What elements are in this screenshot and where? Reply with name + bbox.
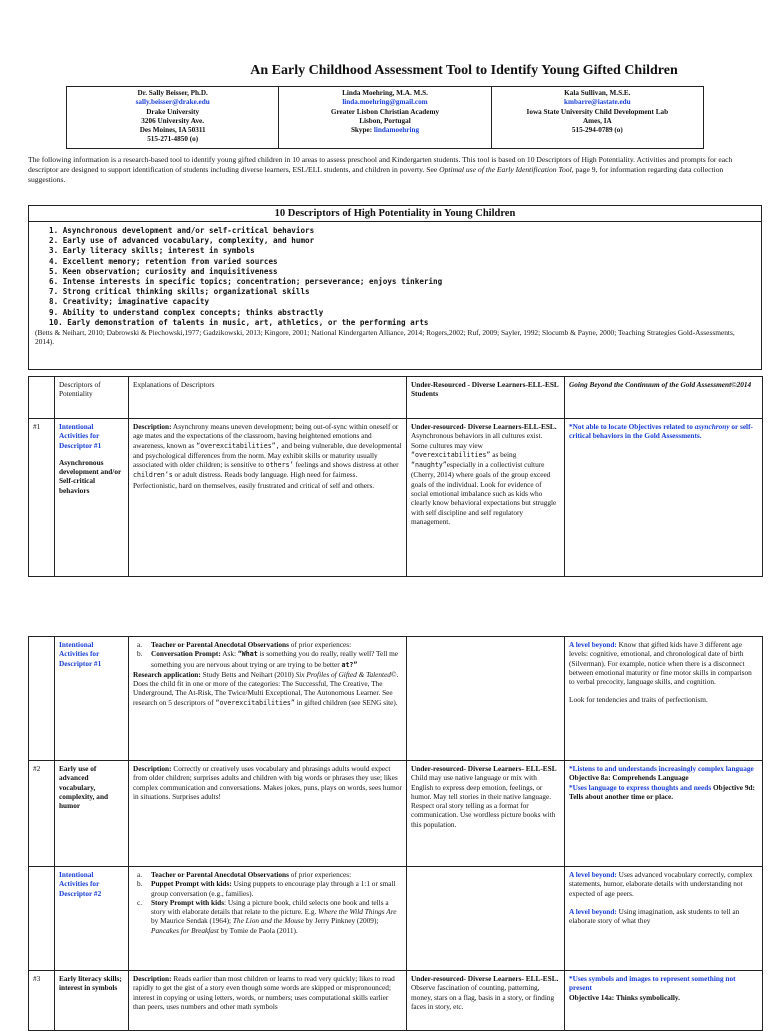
references-text: (Betts & Neihart, 2010; Dabrowski & Piechowski,1977; Gadzikowski, 2013; Kingore, 2001; National Kindergarten Alliance, 2014; Rogers,2002; Ruf, 2009; Sayler, 1992; Slocumb & Payne, 2000; Teaching Strategies Gold-Assessments, 2014).	[35, 328, 735, 347]
beyond-text: Uses advanced vocabulary correctly, complex statements, humor, elaborate details with understanding not expected of age peers.	[569, 870, 753, 898]
beyond-label: *Uses language to express thoughts and needs	[569, 782, 712, 792]
research-text: in gifted children (see SENG site).	[294, 697, 398, 707]
row-number	[29, 637, 55, 761]
intentional-activities-link[interactable]: Intentional Activities for Descriptor #2	[59, 870, 102, 898]
author-address: 3206 University Ave.	[141, 116, 205, 125]
beyond-cell	[565, 867, 763, 971]
research-term: “overexcitabilities”	[215, 698, 295, 707]
activity-text: Using puppets to encourage play through a 1:1 or small group conversation (e.g., families).	[151, 879, 396, 898]
objective-text: Objective 9d: Tells about another time or place.	[569, 782, 755, 801]
activity-text: of prior experiences:	[288, 870, 352, 879]
activity-title: Puppet Prompt with kids:	[151, 879, 232, 889]
description-term: children’s	[133, 471, 173, 480]
description-text: Asynchrony means uneven development; being out-of-sync within oneself or age mates and the expectations of the classroom, having heightened emotions and awareness, known as	[133, 422, 399, 450]
activity-title: Conversation Prompt:	[151, 649, 221, 659]
activity-item	[137, 897, 402, 935]
beyond-label: A level beyond:	[569, 640, 617, 649]
research-text: Study Betts and Neihart (2010)	[200, 669, 296, 679]
underresourced-cell	[407, 637, 565, 761]
activities-cell	[129, 637, 407, 761]
description-text: Correctly or creatively uses vocabulary and phrasings adults would expect from older children; surprises adults and children with big words or phrases they use; likes complex communication and conversations. Makes jokes, puns, plays on words, sees humor in situations. Surprises adults!	[133, 764, 402, 801]
author-org: Greater Lisbon Christian Academy	[330, 107, 440, 116]
activity-title: Story Prompt with kids	[151, 897, 225, 907]
beyond-label: *Listens to and understands increasingly complex language	[569, 764, 754, 773]
author-phone: 515-271-4850 (o)	[147, 135, 199, 144]
activities-list	[133, 870, 402, 935]
description-label: Description:	[133, 422, 172, 431]
author-skype	[281, 126, 488, 135]
intro-paragraph	[28, 155, 740, 184]
beyond-text: *Not able to locate Objectives related to	[569, 422, 695, 431]
descriptors-box-title: 10 Descriptors of High Potentiality in Young Children	[29, 206, 761, 222]
descriptor-item: 8. Creativity; imaginative capacity	[49, 297, 210, 307]
activity-quote: at?”	[341, 660, 358, 669]
author-phone: 515-294-0789 (o)	[571, 126, 623, 135]
description-text: Reads earlier than most children or learns to read very quickly; likes to read rapidly to get the gist of a story even though some words are skipped or mispronounced; interest in copying or using letters, words, or numbers; uses computational skills earlier than peers, uses numbers and other math symbols	[133, 974, 395, 1011]
book-title: Where the Wild Things Are	[318, 907, 397, 917]
activity-item	[137, 640, 402, 649]
activity-text: by Maurice Sendak (1964);	[151, 916, 233, 926]
author-address: Ames, IA	[582, 116, 612, 125]
research-label: Research application:	[133, 669, 201, 679]
descriptor-item: 1. Asynchronous development and/or self-critical behaviors	[49, 226, 315, 235]
descriptors-box	[28, 205, 762, 370]
underresourced-cell	[407, 971, 565, 1031]
beyond-cell	[565, 971, 763, 1031]
author-name: Kala Sullivan, M.S.E.	[564, 89, 631, 97]
descriptor-cell	[55, 637, 129, 761]
item-marker: b.	[137, 649, 143, 659]
intro-text: , page 9, for information regarding data collection suggestions.	[28, 164, 724, 184]
author-address: Lisbon, Portugal	[359, 116, 411, 125]
author-address: Des Moines, IA 50311	[139, 126, 206, 135]
header-explanation: Explanations of Descriptors	[129, 377, 407, 419]
descriptor-table-2	[28, 636, 763, 1031]
explanation-cell	[129, 761, 407, 867]
beyond-text: or self-critical behaviors in the Gold Assessments.	[569, 422, 753, 441]
activity-title: Teacher or Parental Anecdotal Observations	[151, 870, 289, 879]
item-marker: a.	[137, 870, 143, 879]
beyond-cell	[565, 637, 763, 761]
beyond-italic: asynchrony	[694, 422, 730, 431]
description-term: “overexcitabilities”,	[196, 441, 280, 450]
intentional-activities-link[interactable]: Intentional Activities for Descriptor #1	[59, 640, 102, 668]
research-paragraph	[133, 670, 402, 708]
author-org: Drake University	[146, 107, 200, 116]
underresourced-text: especially in a collectivist culture (Cherry, 2014) where goals of the group exceed goals of the individual. Look for evidence of social emotional imbalance such as kids who clearly know behavioral expectations but struggle with self discipline and self regulatory management.	[411, 460, 557, 526]
beyond-label: A level beyond:	[569, 870, 617, 879]
header-num	[29, 377, 55, 419]
descriptors-list	[29, 226, 761, 328]
underresourced-text: Observe fascination of counting, patterning, money, stars on a flag, basis in a story, or finding faces in story, etc.	[411, 983, 555, 1011]
row-number: #2	[29, 761, 55, 867]
header-underresourced: Under-Resourced - Diverse Learners-ELL-ESL Students	[407, 377, 565, 419]
description-text: and being vulnerable, due developmental and psychological differences from the norm. May exhibit skills or maturity usually associated with older children; is sensitive to	[133, 440, 402, 470]
descriptor-item: 5. Keen observation; curiosity and inquisitiveness	[49, 266, 278, 276]
item-marker: a.	[137, 640, 143, 649]
activity-quote: “What	[237, 650, 258, 659]
descriptor-cell	[55, 971, 129, 1031]
descriptor-item: 2. Early use of advanced vocabulary, complexity, and humor	[49, 236, 315, 246]
underresourced-label: Under-resourced- Diverse Learners-ELL-ESL.	[411, 422, 557, 431]
row-number: #3	[29, 971, 55, 1031]
activities-list	[133, 640, 402, 670]
activity-text: of prior experiences:	[288, 640, 352, 649]
row-number: #1	[29, 419, 55, 577]
header-beyond: Going Beyond the Continuum of the Gold Assessment©2014	[565, 377, 763, 419]
descriptor-item: 4. Excellent memory; retention from varied sources	[49, 256, 278, 266]
underresourced-text: as being	[490, 449, 517, 459]
underresourced-cell	[407, 761, 565, 867]
description-label: Description:	[133, 764, 172, 773]
beyond-text: Know that gifted kids have 3 different age levels: cognitive, emotional, and chronological date of birth (Silverman). For example, notice when there is a disconnect between emotional maturity or fine motor skills in comparison to verbal precocity, language skills, and cognition.	[569, 640, 752, 687]
beyond-label: A level beyond:	[569, 906, 617, 916]
beyond-cell	[565, 761, 763, 867]
intentional-activities-link[interactable]: Intentional Activities for Descriptor #1	[59, 422, 102, 450]
beyond-cell	[565, 419, 763, 577]
author-email-link[interactable]: linda.moehring@gmail.com	[342, 98, 428, 107]
explanation-cell	[129, 419, 407, 577]
descriptor-item: 3. Early literacy skills; interest in symbols	[49, 246, 255, 256]
row-number	[29, 867, 55, 971]
document-title: An Early Childhood Assessment Tool to Identify Young Gifted Children	[250, 63, 678, 78]
descriptor-item: 6. Intense interests in specific topics; concentration; perseverance; enjoys tinkering	[49, 277, 443, 287]
descriptor-name: Asynchronous development and/or Self-critical behaviors	[59, 457, 122, 495]
activity-text: by Jerry Pinkney (2009);	[303, 916, 379, 926]
book-title: Pancakes for Breakfast	[151, 925, 219, 935]
underresourced-term: “overexcitabilities”	[411, 450, 491, 459]
author-email-link[interactable]: sally.beisser@drake.edu	[135, 98, 210, 107]
underresourced-label: Under-resourced- Diverse Learners- ELL-ESL.	[411, 974, 559, 983]
descriptor-cell	[55, 761, 129, 867]
explanation-cell	[129, 971, 407, 1031]
activity-title: Teacher or Parental Anecdotal Observations	[151, 640, 289, 649]
author-name: Dr. Sally Beisser, Ph.D.	[137, 89, 208, 97]
author-email-link[interactable]: kmbarre@iastate.edu	[564, 98, 631, 107]
activities-cell	[129, 867, 407, 971]
book-title: The Lion and the Mouse	[232, 916, 304, 926]
descriptor-table-1	[28, 376, 763, 577]
underresourced-term: “naughty”	[411, 461, 447, 470]
skype-label: Skype:	[350, 126, 374, 135]
intro-italic-reference: Optimal use of the Early Identification Tool	[439, 164, 572, 174]
author-cell-3	[491, 87, 703, 149]
description-label: Description:	[133, 974, 172, 983]
activity-item	[137, 870, 402, 879]
activity-text: Ask:	[220, 649, 238, 659]
descriptor-item: 10. Early demonstration of talents in music, art, athletics, or the performing arts	[49, 317, 429, 327]
author-cell-1	[67, 87, 279, 149]
activity-item	[137, 649, 402, 670]
activity-text: by Tomie de Paola (2011).	[218, 925, 298, 935]
author-name: Linda Moehring, M.A. M.S.	[342, 89, 428, 97]
intro-text: The following information is a research-based tool to identify young gifted children in 10 areas to assess preschool and Kindergarten students. This tool is based on 10 Descriptors of High Potentiality. Activities and prompts for each descriptor are designed to support identification of students including diverse learners, ESL/ELL students, and children in poverty. See	[28, 155, 733, 174]
descriptor-name: Early literacy skills; interest in symbols	[59, 974, 122, 993]
beyond-text: Using imagination, ask students to tell an elaborate story of what they	[569, 906, 740, 926]
descriptor-name: Early use of advanced vocabulary, complexity, and humor	[59, 764, 109, 811]
underresourced-cell	[407, 419, 565, 577]
underresourced-label: Under-resourced- Diverse Learners- ELL-ESL	[411, 764, 557, 773]
author-table	[66, 86, 704, 149]
description-term: others’	[265, 461, 294, 470]
activity-text: is something you do really, really well? Tell me something you are nervous about trying or are trying to be better	[151, 649, 399, 669]
activity-text: : Using a picture book, child selects one book and tells a story with elaborate details that relate to the picture. E.g.	[151, 897, 389, 917]
research-text: ©. Does the child fit in one or more of the categories: The Successful, The Creative, The Underground, The At-Risk, The Twice/Multi Exceptional, The Autonomous Learner. See research on 5 descriptors of	[133, 669, 399, 707]
underresourced-cell	[407, 867, 565, 971]
research-italic: Six Profiles of Gifted & Talented	[295, 669, 391, 679]
header-descriptor: Descriptors of Potentiality	[55, 377, 129, 419]
beyond-label: *Uses symbols and images to represent something not present	[569, 974, 736, 993]
descriptor-item: 7. Strong critical thinking skills; organizational skills	[49, 287, 310, 297]
underresourced-text: Asynchronous behaviors in all cultures exist. Some cultures may view	[411, 431, 543, 450]
item-marker: c.	[137, 897, 143, 907]
description-text: or adult distress. Reads body language. High need for fairness. Perfectionistic, hard on themselves, easily frustrated and critical of self and others.	[133, 470, 375, 490]
description-text: feelings and shows distress at other	[293, 460, 399, 470]
descriptor-item: 9. Ability to understand complex concepts; thinks abstractly	[49, 307, 324, 317]
descriptor-cell	[55, 867, 129, 971]
activity-item	[137, 879, 402, 898]
item-marker: b.	[137, 879, 143, 889]
author-cell-2	[279, 87, 491, 149]
objective-text: Objective 14a: Thinks symbolically.	[569, 992, 680, 1002]
objective-text: Objective 8a: Comprehends Language	[569, 773, 689, 783]
descriptor-cell	[55, 419, 129, 577]
author-org: Iowa State University Child Development Lab	[526, 107, 669, 116]
underresourced-text: Child may use native language or mix with English to express deep emotion, feelings, or humor. May tell stories in their native language. Respect oral story telling as a format for communication. Use wordless picture books with this population.	[411, 773, 556, 829]
beyond-text: Look for tendencies and traits of perfectionism.	[569, 695, 708, 705]
skype-link[interactable]: lindamoehring	[373, 126, 420, 135]
